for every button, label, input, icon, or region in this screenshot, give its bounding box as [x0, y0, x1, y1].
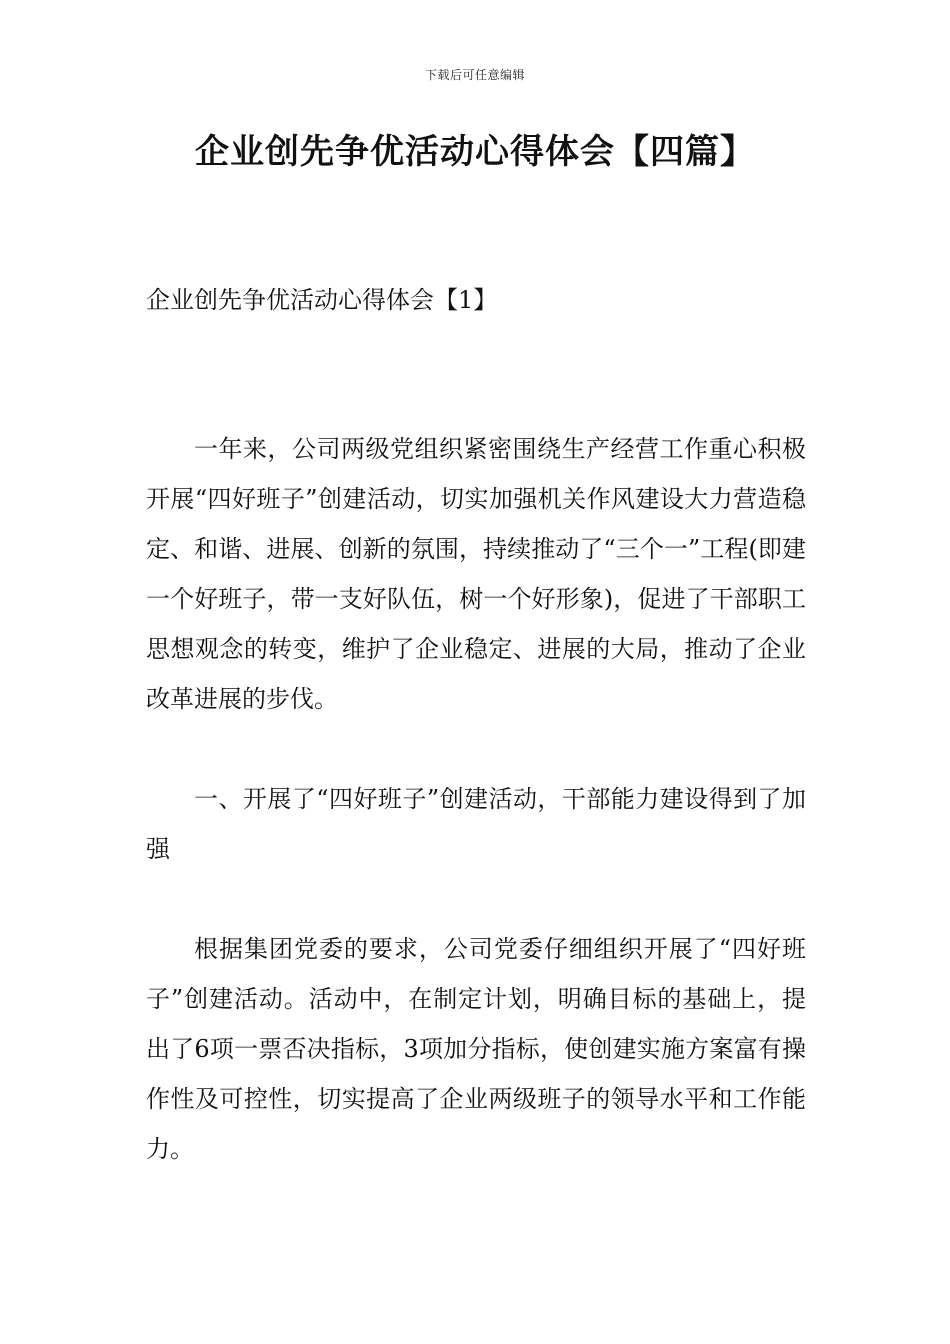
document-title: 企业创先争优活动心得体会【四篇】 — [195, 132, 755, 172]
paragraph-subheading: 一、开展了“四好班子”创建活动，干部能力建设得到了加强 — [146, 785, 806, 863]
paragraph-body: 根据集团党委的要求，公司党委仔细组织开展了“四好班子”创建活动。活动中，在制定计划，明确目标的基础上，提出了6项一票否决指标，3项加分指标，使创建实施方案富有操作性及可控性，切实提高了企业两级班子的领导水平和工作能力。 — [146, 935, 806, 1163]
paragraph-intro: 一年来，公司两级党组织紧密围绕生产经营工作重心积极开展“四好班子”创建活动，切实加强机关作风建设大力营造稳定、和谐、进展、创新的氛围，持续推动了“三个一”工程(即建一个好班子，带一支好队伍，树一个好形象)，促进了干部职工思想观念的转变，维护了企业稳定、进展的大局，推动了企业改革进展的步伐。 — [146, 435, 806, 713]
header-note: 下载后可任意编辑 — [424, 68, 525, 82]
section-heading: 企业创先争优活动心得体会【1】 — [146, 286, 498, 314]
